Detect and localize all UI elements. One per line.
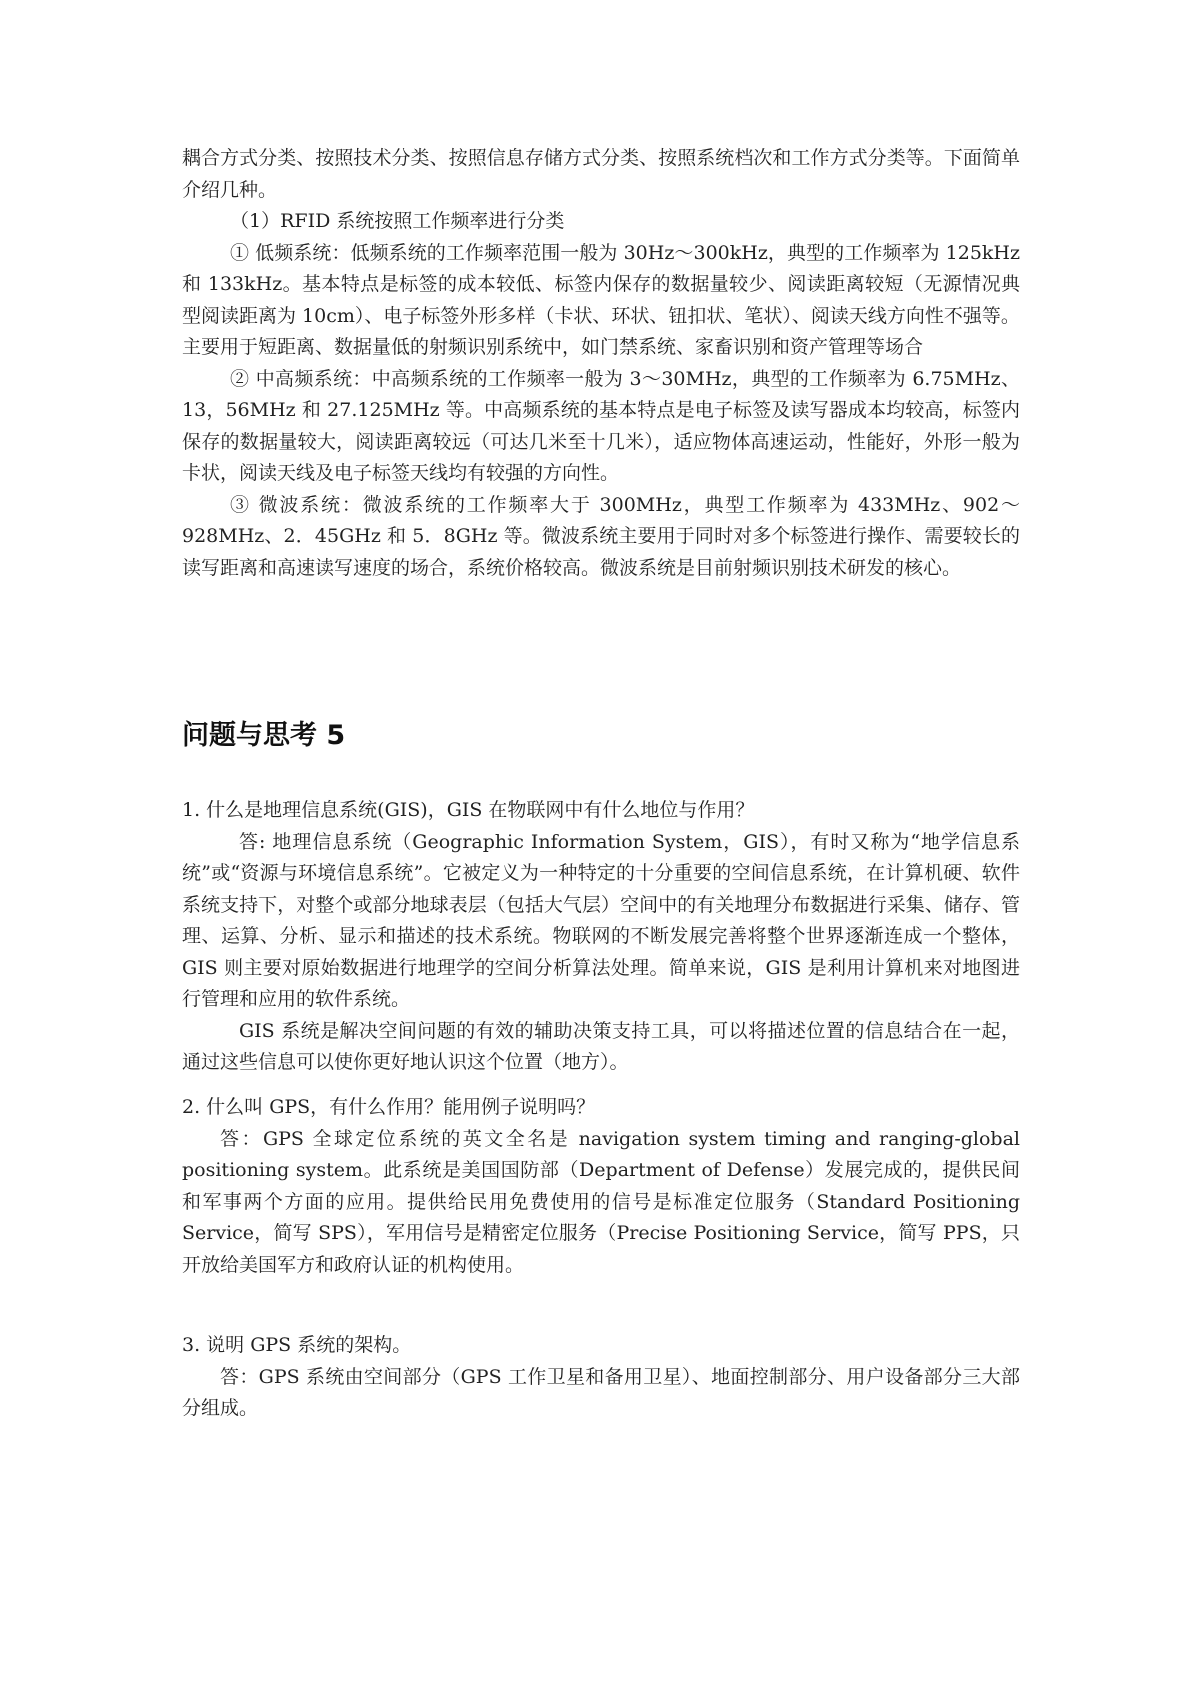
answer-gps: 答：GPS 全球定位系统的英文全名是 navigation system timing and ranging-global positioning system。此系统是美国国防部（Department of Defense）发展完成的，提供民间和军事两个方面的应用。提供给民用免费使用的信号是标准定位服务（Standard Positioning Service，简写 SPS），军用信号是精密定位服务（Precise Positioning Service，简写 PPS，只开放给美国军方和政府认证的机构使用。 [182, 1127, 1020, 1276]
question-gps-architecture: 3. 说明 GPS 系统的架构。 [182, 1334, 412, 1356]
question-block-gps-architecture [182, 1330, 1020, 1425]
rfid-classification-section [182, 143, 1020, 584]
question-block-gis [182, 795, 1020, 1079]
section-heading: 问题与思考 5 [182, 720, 346, 751]
paragraph-low-frequency-usage: 主要用于短距离、数据量低的射频识别系统中，如门禁系统、家畜识别和资产管理等场合 [182, 336, 924, 358]
question-gps: 2. 什么叫 GPS，有什么作用？能用例子说明吗？ [182, 1096, 596, 1118]
question-gis: 1. 什么是地理信息系统(GIS)，GIS 在物联网中有什么地位与作用？ [182, 799, 755, 821]
answer-gis-definition: 答: 地理信息系统（Geographic Information System，GIS），有时又称为“地学信息系统”或“资源与环境信息系统”。它被定义为一种特定的十分重要的空间信息系统，在计算机硬、软件系统支持下，对整个或部分地球表层（包括大气层）空间中的有关地理分布数据进行采集、储存、管理、运算、分析、显示和描述的技术系统。物联网的不断发展完善将整个世界逐渐连成一个整体，GIS 则主要对原始数据进行地理学的空间分析算法处理。简单来说，GIS 是利用计算机来对地图进行管理和应用的软件系统。 [182, 830, 1020, 1010]
paragraph-classification-methods: 耦合方式分类、按照技术分类、按照信息存储方式分类、按照系统档次和工作方式分类等。下面简单介绍几种。 [182, 147, 1020, 201]
paragraph-high-frequency: ② 中高频系统：中高频系统的工作频率一般为 3～30MHz，典型的工作频率为 6.75MHz、13，56MHz 和 27.125MHz 等。中高频系统的基本特点是电子标签及读写器成本均较高，标签内保存的数据量较大，阅读距离较远（可达几米至十几米），适应物体高速运动，性能好，外形一般为卡状，阅读天线及电子标签天线均有较强的方向性。 [182, 367, 1020, 484]
question-block-gps [182, 1092, 1020, 1281]
answer-gps-architecture: 答：GPS 系统由空间部分（GPS 工作卫星和备用卫星）、地面控制部分、用户设备部分三大部分组成。 [182, 1365, 1020, 1419]
paragraph-rfid-frequency-heading: （1）RFID 系统按照工作频率进行分类 [230, 210, 565, 232]
paragraph-microwave: ③ 微波系统：微波系统的工作频率大于 300MHz，典型工作频率为 433MHz、902～928MHz、2．45GHz 和 5．8GHz 等。微波系统主要用于同时对多个标签进行操作、需要较长的读写距离和高速读写速度的场合，系统价格较高。微波系统是目前射频识别技术研发的核心。 [182, 493, 1020, 579]
answer-gis-purpose: GIS 系统是解决空间问题的有效的辅助决策支持工具，可以将描述位置的信息结合在一起，通过这些信息可以使你更好地认识这个位置（地方）。 [182, 1019, 1020, 1073]
paragraph-low-frequency: ① 低频系统：低频系统的工作频率范围一般为 30Hz～300kHz，典型的工作频率为 125kHz 和 133kHz。基本特点是标签的成本较低、标签内保存的数据量较少、阅读距离较短（无源情况典型阅读距离为 10cm）、电子标签外形多样（卡状、环状、钮扣状、笔状）、阅读天线方向性不强等。 [182, 241, 1020, 327]
